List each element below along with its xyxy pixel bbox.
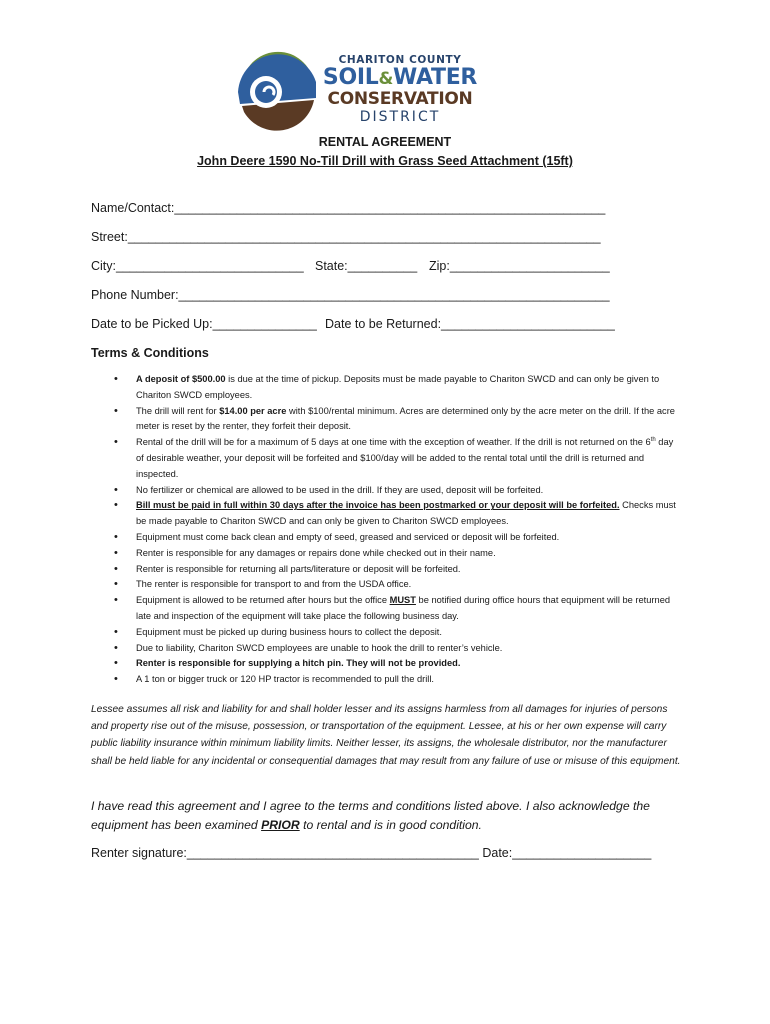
swcd-logo — [234, 46, 484, 136]
terms-item — [112, 577, 682, 593]
terms-item — [112, 546, 682, 562]
terms-item — [112, 625, 682, 641]
terms-item-text: Bill must be paid in full within 30 days after the invoice has been postmarked or your deposit will be forfeited. — [136, 500, 620, 511]
terms-item-text: A deposit of $500.00 — [136, 374, 226, 384]
terms-item — [112, 498, 682, 530]
equipment-title: John Deere 1590 No-Till Drill with Grass Seed Attachment (15ft) — [197, 154, 573, 168]
signature-date-field[interactable]: Date:____________________ — [482, 846, 652, 860]
signature-line — [91, 846, 651, 860]
terms-heading: Terms & Conditions — [91, 346, 209, 360]
city-field[interactable]: City:___________________________ — [91, 259, 304, 273]
terms-item-text: is due at the time of pickup. Deposits must be made payable to Chariton SWCD and can only be given to Chariton SWCD employees. — [136, 374, 660, 400]
terms-item-text: No fertilizer or chemical are allowed to be used in the drill. If they are used, deposit will be forfeited. — [136, 484, 544, 495]
terms-item-text: Checks must be made payable to Chariton SWCD and can only be given to Chariton SWCD employees. — [136, 500, 676, 527]
logo-conservation: CONSERVATION — [327, 89, 473, 109]
terms-item-text: Equipment must come back clean and empty of seed, greased and serviced or deposit will be forfeited. — [136, 531, 560, 542]
terms-item-text: with $100/rental minimum. Acres are determined only by the acre meter on the drill. If the acre meter is reset by the renter, they forfeit their deposit. — [136, 405, 675, 432]
terms-list — [112, 372, 682, 688]
terms-item — [112, 483, 682, 499]
acknowledgement-paragraph: I have read this agreement and I agree to the terms and conditions listed above. I also acknowledge the equipment has been examined PRIOR to rental and is in good condition. — [91, 799, 650, 832]
terms-item-text: MUST — [389, 595, 416, 606]
terms-item — [112, 372, 682, 404]
terms-item-text: Equipment is allowed to be returned after hours but the office — [136, 595, 390, 606]
zip-field[interactable]: Zip:_______________________ — [429, 259, 610, 273]
name-contact-field[interactable]: Name/Contact:______________________________________________________________ — [91, 201, 606, 215]
terms-item — [112, 641, 682, 657]
terms-item-text: $14.00 per acre — [219, 405, 287, 416]
terms-item-text: The renter is responsible for transport to and from the USDA office. — [136, 579, 412, 590]
terms-item-text: Renter is responsible for supplying a hitch pin. They will not be provided. — [136, 658, 461, 669]
logo-county: CHARITON COUNTY — [338, 54, 462, 66]
logo-wordmark — [320, 54, 480, 125]
terms-item — [112, 656, 682, 672]
terms-item-text: th — [650, 437, 656, 444]
terms-item — [112, 530, 682, 546]
liability-paragraph: Lessee assumes all risk and liability for and shall holder lesser and its assigns harmless from all damages for injuries of persons and property rise out of the misuse, possession, or transportation of the equipment. Lessee, at his or her own expense will carry public liability insurance within minimum liability limits. Neither lesser, its assigns, the wholesale distributor, nor the manufacturer shall be held liable for any incidental or consequential damages that may result from any failure of use or misuse of this equipment. — [91, 704, 681, 767]
logo-soil-water: SOIL&WATER — [322, 65, 478, 90]
terms-item-text: Rental of the drill will be for a maximum of 5 days at one time with the exception of weather. If the drill is not returned on the 6 — [136, 437, 651, 448]
terms-item — [112, 593, 682, 625]
renter-signature-field[interactable]: Renter signature:__________________________________________ — [91, 846, 479, 860]
terms-item-text: Renter is responsible for any damages or repairs done while checked out in their name. — [136, 547, 496, 558]
terms-item-text: Renter is responsible for returning all parts/literature or deposit will be forfeited. — [136, 563, 461, 574]
phone-field[interactable]: Phone Number:______________________________________________________________ — [91, 288, 610, 302]
street-field[interactable]: Street:____________________________________________________________________ — [91, 230, 601, 244]
pickup-date-field[interactable]: Date to be Picked Up:_______________ — [91, 317, 317, 331]
return-date-field[interactable]: Date to be Returned:_________________________ — [325, 317, 615, 331]
terms-item — [112, 672, 682, 688]
state-field[interactable]: State:__________ — [315, 259, 418, 273]
terms-item — [112, 404, 682, 436]
swirl-logo-icon — [234, 46, 320, 132]
terms-item-text: Due to liability, Chariton SWCD employees are unable to hook the drill to renter’s vehicle. — [136, 642, 503, 653]
terms-item — [112, 435, 682, 482]
terms-item-text: be notified during office hours that equipment will be returned late and inspection of the equipment will take place the following business day. — [136, 595, 671, 621]
agreement-title: RENTAL AGREEMENT — [318, 135, 452, 149]
logo-district: DISTRICT — [359, 109, 441, 125]
terms-item — [112, 562, 682, 578]
terms-item-text: Equipment must be picked up during business hours to collect the deposit. — [136, 626, 442, 637]
terms-item-text: The drill will rent for — [136, 405, 220, 416]
terms-item-text: A 1 ton or bigger truck or 120 HP tractor is recommended to pull the drill. — [136, 674, 434, 685]
terms-item-text: day of desirable weather, your deposit will be forfeited and $100/day will be added to the rental total until the drill is returned and inspected. — [136, 437, 674, 479]
